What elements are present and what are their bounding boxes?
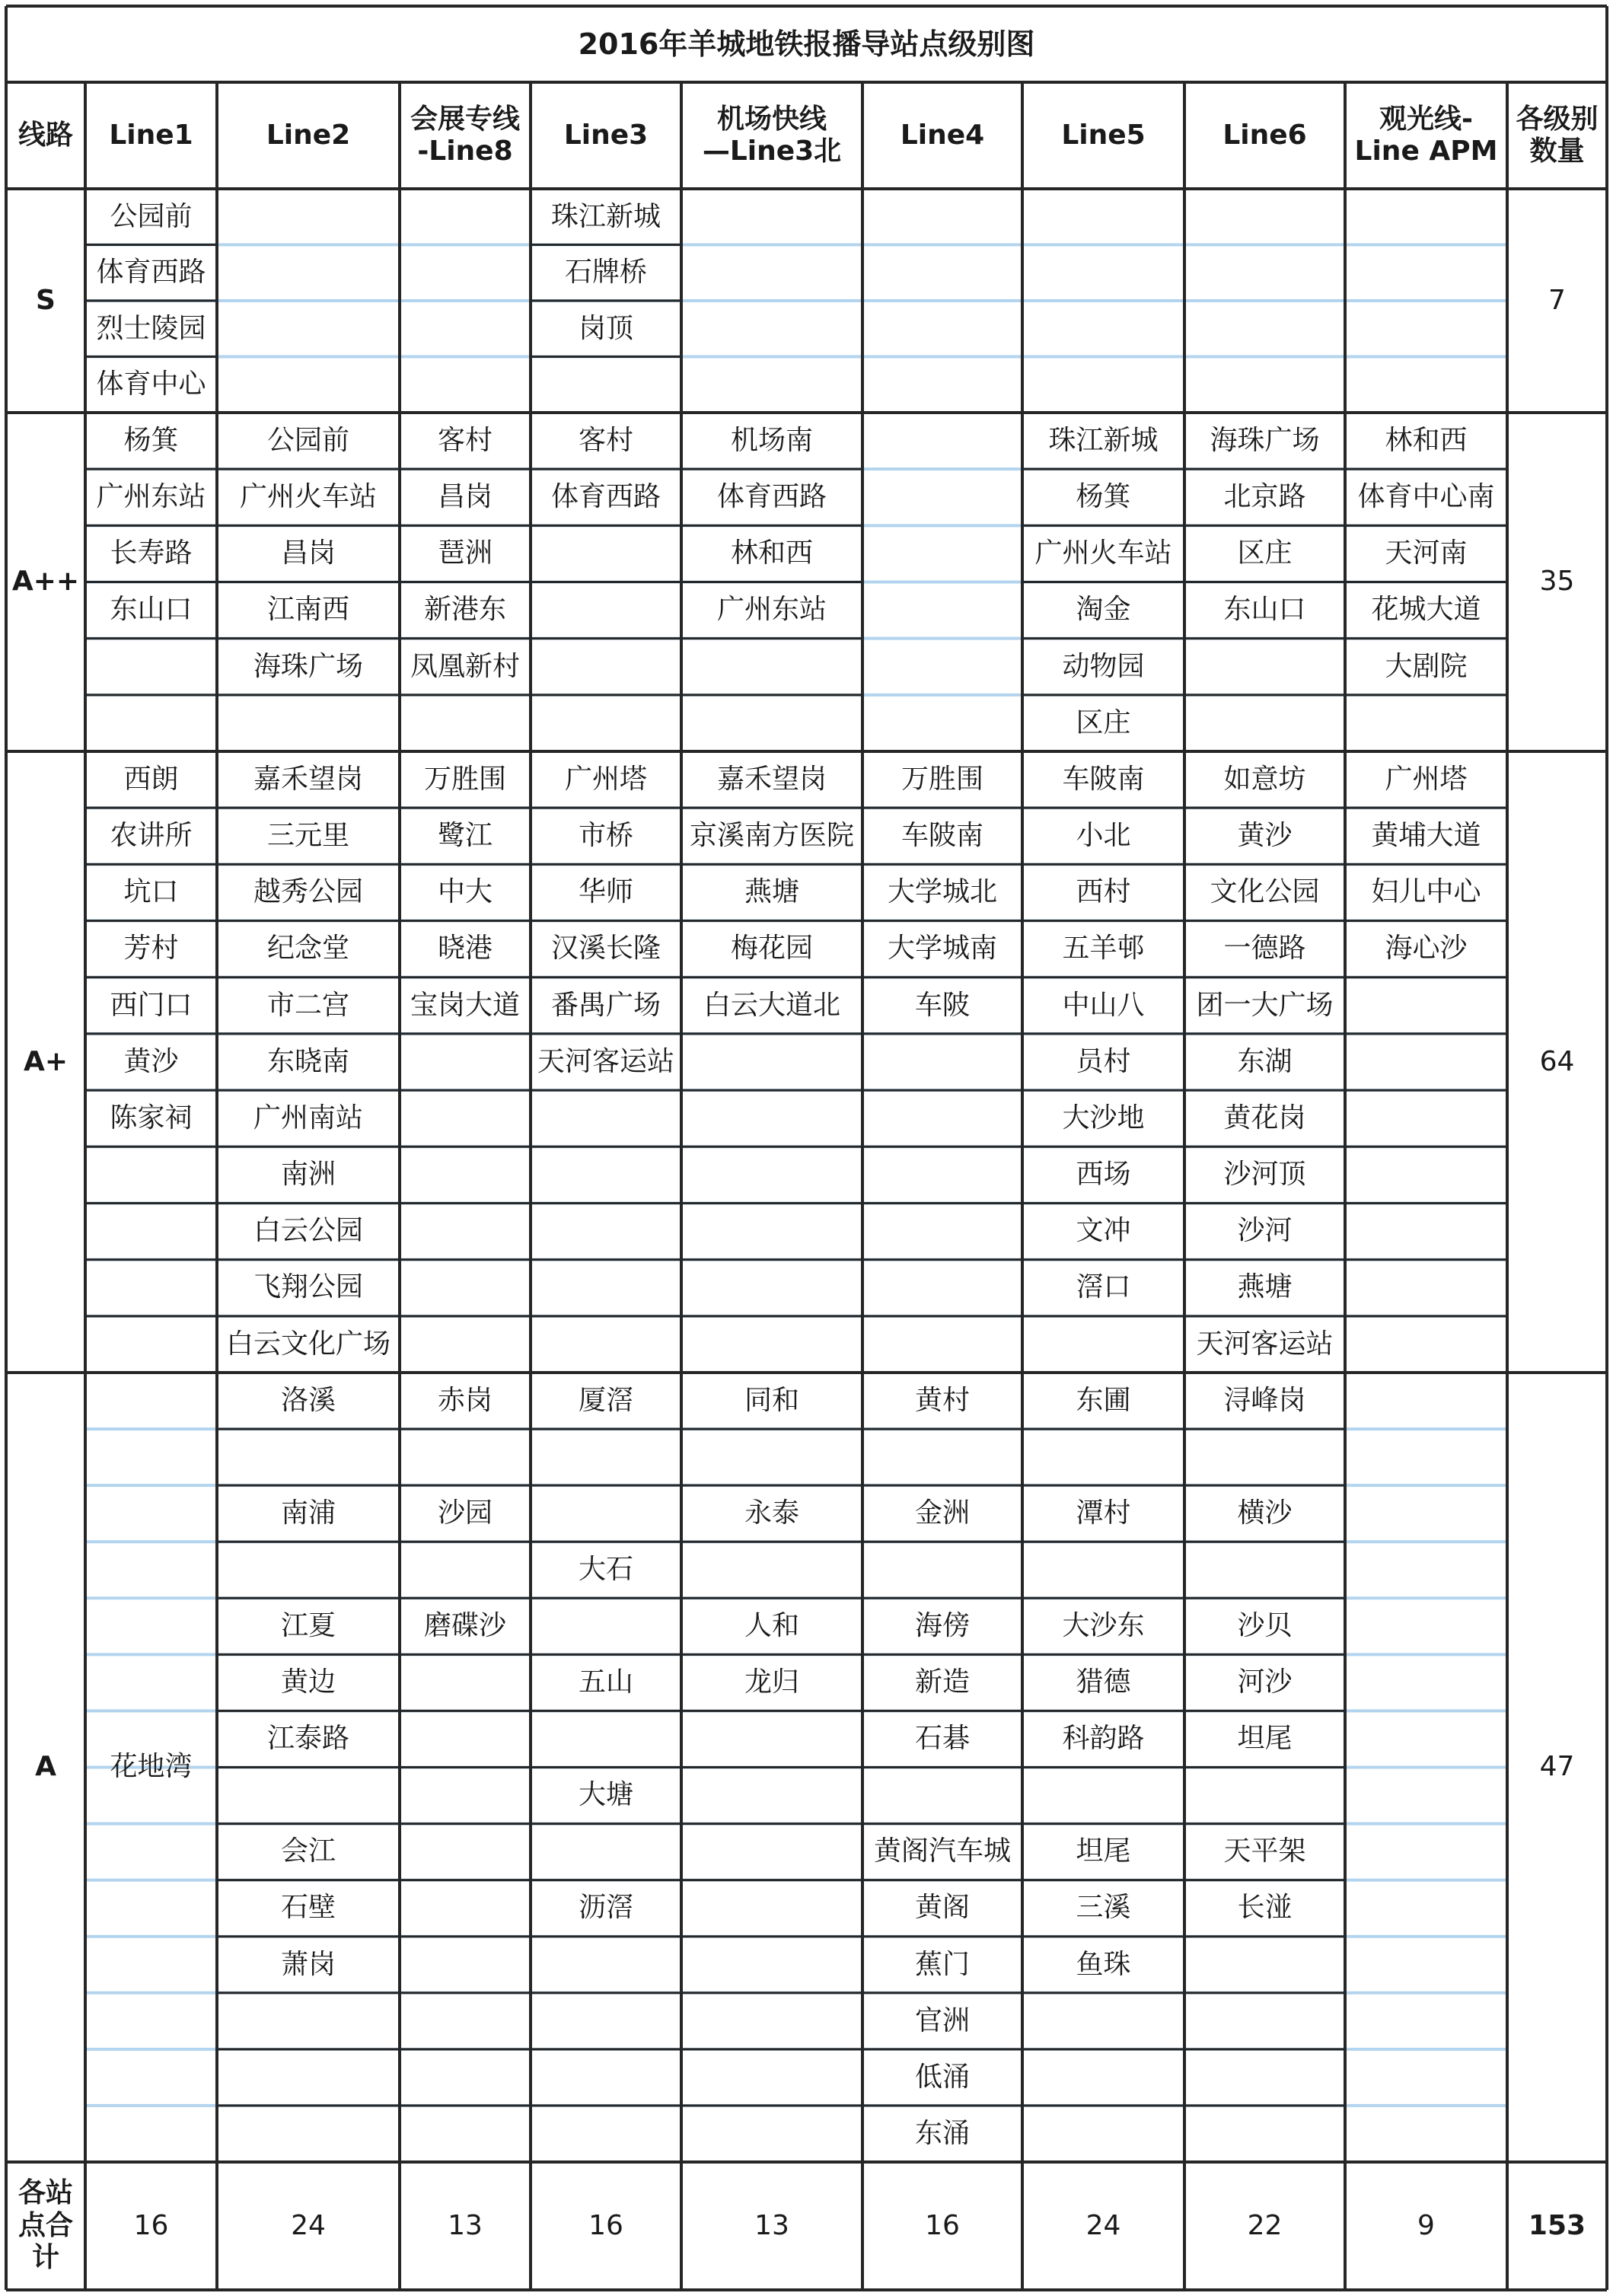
station-name: 永泰 bbox=[744, 1497, 799, 1529]
station-name: 昌岗 bbox=[280, 537, 336, 569]
station-name: 广州东站 bbox=[96, 481, 206, 512]
station-name: 纪念堂 bbox=[266, 933, 349, 965]
station-name: 燕塘 bbox=[1237, 1271, 1293, 1303]
station-name: 梅花园 bbox=[730, 933, 813, 965]
station-name: 林和西 bbox=[1385, 424, 1468, 456]
line-total: 16 bbox=[925, 2209, 960, 2241]
station-name: 东山口 bbox=[110, 594, 193, 626]
header-line-name: 观光线- Line APM bbox=[1354, 103, 1498, 167]
station-name: 磨碟沙 bbox=[423, 1610, 506, 1642]
station-name: 团一大广场 bbox=[1196, 989, 1334, 1021]
station-name: 沙园 bbox=[437, 1497, 493, 1529]
station-name: 石碁 bbox=[914, 1723, 970, 1755]
station-name: 农讲所 bbox=[110, 820, 193, 852]
station-name: 越秀公园 bbox=[253, 876, 363, 908]
station-name: 西朗 bbox=[123, 763, 179, 795]
header-count-label: 各级别 数量 bbox=[1516, 103, 1599, 167]
station-name: 东圃 bbox=[1076, 1384, 1131, 1416]
station-name: 大学城南 bbox=[887, 933, 997, 965]
station-name: 坑口 bbox=[123, 876, 179, 908]
station-name: 体育中心南 bbox=[1357, 481, 1495, 512]
station-name: 淘金 bbox=[1076, 594, 1131, 626]
station-name: 大学城北 bbox=[887, 876, 997, 908]
station-name: 天河客运站 bbox=[1196, 1328, 1334, 1360]
station-name: 华师 bbox=[578, 876, 633, 908]
grade-count: 64 bbox=[1539, 1045, 1575, 1077]
station-name: 五山 bbox=[578, 1666, 633, 1698]
station-name: 海傍 bbox=[914, 1610, 970, 1642]
station-name: 北京路 bbox=[1223, 481, 1306, 512]
station-name: 客村 bbox=[578, 424, 633, 456]
station-name: 广州塔 bbox=[1385, 763, 1468, 795]
station-name: 鹭江 bbox=[437, 820, 493, 852]
station-name: 横沙 bbox=[1237, 1497, 1293, 1529]
station-name: 天河客运站 bbox=[537, 1045, 674, 1077]
station-name: 新造 bbox=[914, 1666, 970, 1698]
station-name: 海珠广场 bbox=[1210, 424, 1320, 456]
station-name: 长湴 bbox=[1237, 1892, 1293, 1924]
station-name: 车陂南 bbox=[901, 820, 983, 852]
station-name: 烈士陵园 bbox=[96, 312, 206, 344]
station-name: 市桥 bbox=[578, 820, 633, 852]
header-line-name: Line5 bbox=[1061, 119, 1146, 151]
station-name: 沥滘 bbox=[578, 1892, 633, 1924]
header-line-name: Line2 bbox=[266, 119, 351, 151]
station-name: 中大 bbox=[437, 876, 493, 908]
station-name: 杨箕 bbox=[123, 424, 179, 456]
station-name: 林和西 bbox=[730, 537, 813, 569]
station-name: 东山口 bbox=[1223, 594, 1306, 626]
station-name: 南洲 bbox=[280, 1159, 336, 1191]
station-name: 京溪南方医院 bbox=[689, 820, 854, 852]
grade-label: A+ bbox=[23, 1045, 69, 1077]
station-name: 三溪 bbox=[1076, 1892, 1131, 1924]
grade-count: 7 bbox=[1548, 284, 1566, 316]
station-name: 沙河 bbox=[1237, 1215, 1293, 1247]
station-name: 燕塘 bbox=[744, 876, 799, 908]
station-name: 区庄 bbox=[1237, 537, 1293, 569]
station-name: 芳村 bbox=[123, 933, 179, 965]
station-name: 黄村 bbox=[914, 1384, 970, 1416]
station-name: 白云大道北 bbox=[703, 989, 840, 1021]
station-name: 嘉禾望岗 bbox=[253, 763, 363, 795]
station-name: 黄沙 bbox=[123, 1045, 179, 1077]
grade-label: A++ bbox=[11, 566, 80, 598]
station-name: 洛溪 bbox=[280, 1384, 336, 1416]
station-name: 广州东站 bbox=[716, 594, 827, 626]
station-name: 科韵路 bbox=[1062, 1723, 1145, 1755]
station-name: 大沙东 bbox=[1062, 1610, 1145, 1642]
station-name: 长寿路 bbox=[110, 537, 193, 569]
station-name: 黄边 bbox=[280, 1666, 336, 1698]
grade-count: 47 bbox=[1539, 1751, 1575, 1783]
line-total: 24 bbox=[291, 2209, 326, 2241]
station-name: 新港东 bbox=[423, 594, 506, 626]
station-name: 体育西路 bbox=[716, 481, 827, 512]
station-name: 低涌 bbox=[914, 2061, 970, 2093]
station-name: 花地湾 bbox=[110, 1751, 193, 1783]
grade-label: A bbox=[35, 1751, 56, 1783]
station-name: 番禺广场 bbox=[550, 989, 661, 1021]
station-name: 体育西路 bbox=[550, 481, 661, 512]
station-name: 天河南 bbox=[1385, 537, 1468, 569]
header-line-name: 机场快线 —Line3北 bbox=[702, 103, 842, 167]
station-name: 公园前 bbox=[266, 424, 349, 456]
station-name: 沙贝 bbox=[1237, 1610, 1293, 1642]
line-total: 22 bbox=[1247, 2209, 1283, 2241]
station-name: 一德路 bbox=[1223, 933, 1306, 965]
station-name: 鱼珠 bbox=[1076, 1948, 1131, 1980]
station-name: 龙归 bbox=[744, 1666, 799, 1698]
station-name: 广州火车站 bbox=[1034, 537, 1172, 569]
station-name: 大塘 bbox=[578, 1779, 633, 1811]
station-name: 三元里 bbox=[266, 820, 349, 852]
station-name: 江南西 bbox=[266, 594, 349, 626]
station-name: 花城大道 bbox=[1371, 594, 1481, 626]
station-name: 天平架 bbox=[1223, 1835, 1306, 1867]
station-name: 猎德 bbox=[1076, 1666, 1131, 1698]
station-name: 岗顶 bbox=[578, 312, 633, 344]
station-name: 人和 bbox=[744, 1610, 799, 1642]
station-name: 杨箕 bbox=[1076, 481, 1131, 512]
station-name: 蕉门 bbox=[914, 1948, 970, 1980]
station-name: 琶洲 bbox=[437, 537, 493, 569]
station-name: 机场南 bbox=[730, 424, 813, 456]
station-name: 会江 bbox=[280, 1835, 336, 1867]
station-name: 珠江新城 bbox=[1048, 424, 1159, 456]
station-name: 官洲 bbox=[914, 2004, 970, 2036]
station-name: 员村 bbox=[1076, 1045, 1131, 1077]
station-name: 东涌 bbox=[914, 2117, 970, 2149]
station-name: 汉溪长隆 bbox=[550, 933, 661, 965]
line-total: 13 bbox=[754, 2209, 789, 2241]
station-name: 潭村 bbox=[1076, 1497, 1131, 1529]
station-name: 宝岗大道 bbox=[410, 989, 520, 1021]
station-name: 中山八 bbox=[1062, 989, 1145, 1021]
station-name: 白云文化广场 bbox=[225, 1328, 390, 1360]
header-line-label: 线路 bbox=[18, 119, 73, 151]
station-name: 文冲 bbox=[1076, 1215, 1131, 1247]
station-name: 凤凰新村 bbox=[410, 650, 520, 682]
line-total: 13 bbox=[448, 2209, 483, 2241]
station-name: 金洲 bbox=[914, 1497, 970, 1529]
station-name: 江夏 bbox=[280, 1610, 336, 1642]
grade-label: S bbox=[36, 284, 56, 316]
station-name: 南浦 bbox=[280, 1497, 336, 1529]
line-total: 9 bbox=[1417, 2209, 1435, 2241]
line-total: 16 bbox=[588, 2209, 623, 2241]
station-name: 西门口 bbox=[110, 989, 193, 1021]
station-name: 大剧院 bbox=[1385, 650, 1468, 682]
station-name: 小北 bbox=[1076, 820, 1131, 852]
header-line-name: Line6 bbox=[1223, 119, 1307, 151]
station-name: 东湖 bbox=[1237, 1045, 1293, 1077]
station-name: 赤岗 bbox=[437, 1384, 493, 1416]
station-name: 五羊邨 bbox=[1062, 933, 1145, 965]
station-name: 晓港 bbox=[437, 933, 493, 965]
line-total: 16 bbox=[133, 2209, 169, 2241]
station-name: 动物园 bbox=[1062, 650, 1145, 682]
station-name: 飞翔公园 bbox=[253, 1271, 363, 1303]
station-name: 河沙 bbox=[1237, 1666, 1293, 1698]
station-name: 市二宫 bbox=[266, 989, 349, 1021]
station-name: 客村 bbox=[437, 424, 493, 456]
station-name: 万胜围 bbox=[423, 763, 506, 795]
station-name: 萧岗 bbox=[280, 1948, 336, 1980]
station-name: 石壁 bbox=[280, 1892, 336, 1924]
station-name: 黄花岗 bbox=[1223, 1102, 1306, 1134]
station-name: 黄阁 bbox=[914, 1892, 970, 1924]
station-name: 珠江新城 bbox=[550, 200, 661, 232]
station-name: 黄沙 bbox=[1237, 820, 1293, 852]
station-name: 东晓南 bbox=[266, 1045, 349, 1077]
station-name: 区庄 bbox=[1076, 706, 1131, 738]
header-line-name: Line1 bbox=[109, 119, 193, 151]
station-name: 大沙地 bbox=[1062, 1102, 1145, 1134]
header-line-name: Line4 bbox=[900, 119, 985, 151]
table-title: 2016年羊城地铁报播导站点级别图 bbox=[578, 27, 1035, 61]
station-name: 坦尾 bbox=[1237, 1723, 1293, 1755]
station-name: 广州塔 bbox=[564, 763, 647, 795]
grand-total: 153 bbox=[1528, 2209, 1586, 2241]
station-name: 白云公园 bbox=[253, 1215, 363, 1247]
station-name: 嘉禾望岗 bbox=[716, 763, 827, 795]
station-name: 万胜围 bbox=[901, 763, 983, 795]
station-name: 广州火车站 bbox=[239, 481, 377, 512]
grade-count: 35 bbox=[1539, 566, 1575, 598]
station-name: 体育西路 bbox=[96, 257, 206, 289]
header-line-name: Line3 bbox=[563, 119, 649, 151]
line-total: 24 bbox=[1085, 2209, 1121, 2241]
station-name: 海珠广场 bbox=[253, 650, 363, 682]
station-name: 如意坊 bbox=[1223, 763, 1306, 795]
station-name: 浔峰岗 bbox=[1223, 1384, 1306, 1416]
station-name: 文化公园 bbox=[1210, 876, 1320, 908]
station-name: 大石 bbox=[578, 1554, 633, 1585]
station-name: 海心沙 bbox=[1385, 933, 1468, 965]
station-name: 西场 bbox=[1076, 1159, 1131, 1191]
station-name: 车陂 bbox=[914, 989, 970, 1021]
station-name: 陈家祠 bbox=[110, 1102, 193, 1134]
station-name: 石牌桥 bbox=[564, 257, 647, 289]
station-name: 车陂南 bbox=[1062, 763, 1145, 795]
station-name: 江泰路 bbox=[266, 1723, 349, 1755]
station-name: 黄阁汽车城 bbox=[873, 1835, 1011, 1867]
station-name: 黄埔大道 bbox=[1371, 820, 1481, 852]
totals-label: 各站 点合 计 bbox=[18, 2177, 73, 2274]
station-name: 体育中心 bbox=[96, 368, 206, 400]
station-name: 同和 bbox=[744, 1384, 799, 1416]
station-name: 公园前 bbox=[110, 200, 193, 232]
station-name: 妇儿中心 bbox=[1371, 876, 1481, 908]
station-name: 坦尾 bbox=[1076, 1835, 1131, 1867]
station-name: 沙河顶 bbox=[1223, 1159, 1306, 1191]
station-name: 西村 bbox=[1076, 876, 1131, 908]
station-name: 广州南站 bbox=[253, 1102, 363, 1134]
station-name: 昌岗 bbox=[437, 481, 493, 512]
station-name: 滘口 bbox=[1076, 1271, 1131, 1303]
header-line-name: 会展专线 -Line8 bbox=[410, 103, 520, 167]
station-name: 厦滘 bbox=[578, 1384, 633, 1416]
